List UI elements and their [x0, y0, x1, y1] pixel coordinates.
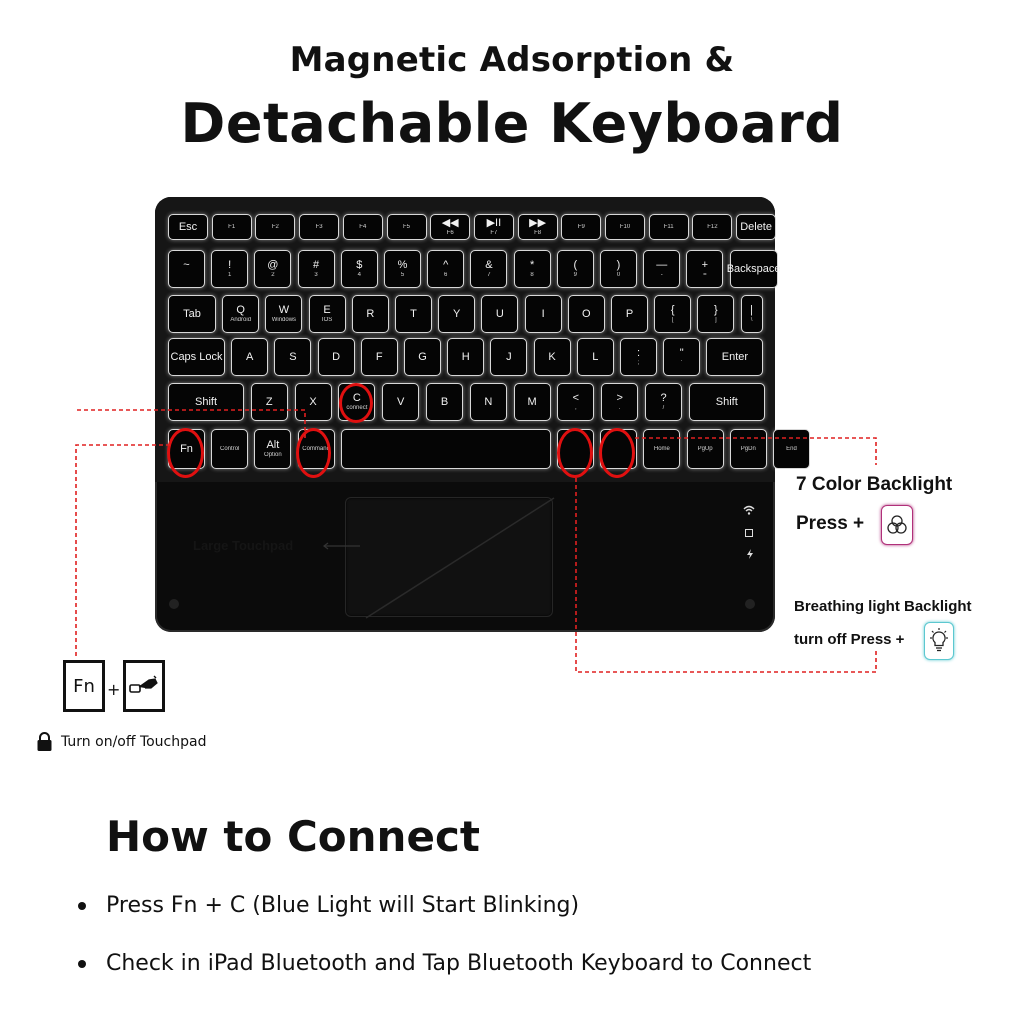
key-label: ^: [443, 259, 449, 272]
key-sublabel: 3: [314, 271, 318, 278]
key-label: +: [701, 259, 709, 272]
key-sublabel: 4: [357, 271, 361, 278]
key-sublabel: F5: [402, 223, 410, 230]
key-label: !: [228, 259, 232, 272]
key: [384, 250, 421, 288]
key-label: >: [616, 392, 623, 405]
key-sublabel: =: [703, 271, 707, 278]
key-label: &: [485, 259, 493, 272]
key-label: P: [625, 307, 634, 320]
key: [514, 250, 551, 288]
key: [352, 295, 389, 333]
key: [726, 250, 781, 288]
key-sublabel: -: [660, 271, 663, 278]
key: [654, 295, 691, 333]
key-label: %: [397, 259, 408, 272]
headline-line-1: Magnetic Adsorption &: [289, 40, 735, 80]
key: [427, 250, 464, 288]
key: [168, 383, 244, 421]
key: [168, 214, 208, 240]
key-sublabel: F7: [490, 229, 498, 236]
key-label: O: [582, 307, 591, 320]
key: [643, 250, 680, 288]
key: [645, 383, 682, 421]
key: [211, 250, 248, 288]
key-sublabel: F1: [228, 223, 236, 230]
key: [318, 338, 355, 376]
key: [231, 338, 268, 376]
key-label: F: [375, 350, 383, 363]
key-sublabel: 9: [573, 271, 577, 278]
key-label: M: [527, 395, 537, 408]
key: [426, 383, 463, 421]
touchpad: [345, 497, 553, 617]
touchpad-toggle-text: Turn on/off Touchpad: [61, 734, 207, 750]
key: [382, 383, 419, 421]
command-key-highlight: [296, 428, 331, 478]
key-sublabel: 6: [444, 271, 448, 278]
key: [395, 295, 432, 333]
color-key-highlight: [599, 428, 635, 478]
key-label: W: [278, 304, 290, 317]
charging-indicator-icon: [746, 549, 754, 562]
key-label: <: [572, 392, 580, 405]
key-sublabel: PgDn: [740, 445, 756, 452]
key-label: C: [352, 392, 361, 405]
key: [687, 429, 724, 469]
key: [212, 214, 252, 240]
key-sublabel: End: [786, 445, 797, 452]
lock-icon: [36, 732, 53, 752]
key-label: ): [616, 259, 621, 272]
key-label: G: [418, 350, 427, 363]
key: [404, 338, 441, 376]
touchpad-hand-icon: [123, 660, 165, 712]
key-label: —: [656, 259, 668, 272]
key: [518, 214, 558, 240]
key-sublabel: IOS: [321, 316, 333, 323]
key-label: A: [246, 350, 254, 363]
key-sublabel: F4: [359, 223, 367, 230]
key-label: Caps Lock: [170, 350, 223, 363]
key: [168, 338, 225, 376]
connect-step: [78, 951, 811, 976]
key-label: Alt: [266, 439, 280, 452]
color-circles-icon: [881, 505, 913, 545]
key-sublabel: ,: [575, 404, 577, 411]
key-label: (: [573, 259, 578, 272]
key-sublabel: F2: [271, 223, 279, 230]
key-label: T: [410, 307, 417, 320]
key: [620, 338, 657, 376]
key: [341, 250, 378, 288]
key: [663, 338, 700, 376]
fn-key-illustration: Fn: [63, 660, 105, 712]
key: [490, 338, 527, 376]
key: [557, 250, 594, 288]
color-backlight-title: 7 Color Backlight: [796, 474, 953, 495]
key: [557, 383, 594, 421]
key: [309, 295, 346, 333]
key: [692, 214, 732, 240]
key: [274, 338, 311, 376]
key-label: ?: [660, 392, 667, 405]
key-sublabel: ': [681, 359, 683, 366]
key-label: }: [714, 304, 718, 317]
bulb-key-highlight: [557, 428, 593, 478]
key: [643, 429, 680, 469]
key-label: #: [313, 259, 320, 272]
key-sublabel: F12: [707, 223, 718, 230]
connect-step-text: Press Fn + C (Blue Light will Start Blinking): [106, 893, 580, 918]
key-sublabel: Option: [264, 451, 282, 458]
breathing-light-press: turn off Press +: [794, 631, 905, 648]
key-sublabel: F10: [619, 223, 631, 230]
key-label: ▶▶: [529, 217, 547, 230]
key: [474, 214, 514, 240]
bullet: [78, 902, 86, 910]
key-label: Fn: [180, 442, 193, 455]
key-label: H: [461, 350, 470, 363]
key-label: ": [679, 347, 684, 360]
key: [470, 383, 507, 421]
key-label: Shift: [715, 395, 738, 408]
key-label: {: [670, 304, 675, 317]
key: [697, 295, 734, 333]
key-label: :: [636, 347, 641, 360]
key-sublabel: 1: [228, 271, 232, 278]
key: [481, 295, 518, 333]
key: [447, 338, 484, 376]
keyboard-foot: [169, 599, 179, 609]
key: [561, 214, 601, 240]
fn-key-highlight: [167, 428, 204, 478]
key-sublabel: PgUp: [697, 445, 713, 452]
key-label: N: [484, 395, 493, 408]
key: [706, 338, 763, 376]
key-sublabel: .: [618, 404, 621, 411]
key: [222, 295, 259, 333]
key-sublabel: F9: [577, 223, 585, 230]
key-label: ▶II: [486, 217, 502, 230]
key: [534, 338, 571, 376]
color-backlight-press: Press +: [796, 513, 865, 534]
key: [299, 214, 339, 240]
touchpad-toggle-row: [36, 732, 206, 752]
key: [438, 295, 475, 333]
key-label: ◀◀: [441, 217, 459, 230]
plus-sign: +: [107, 680, 121, 699]
key-label: J: [506, 350, 512, 363]
key: [295, 383, 332, 421]
key: [730, 429, 767, 469]
key: [254, 429, 291, 469]
key-label: E: [323, 304, 331, 317]
key-sublabel: Control: [220, 445, 240, 452]
key-label: Y: [453, 307, 461, 320]
key: [577, 338, 614, 376]
key-sublabel: ;: [637, 359, 640, 366]
key: [741, 295, 763, 333]
key-label: Esc: [178, 220, 198, 233]
key-label: K: [548, 350, 556, 363]
key-label: ~: [183, 259, 190, 272]
key-label: Delete: [740, 220, 772, 233]
key: [605, 214, 645, 240]
key: [736, 214, 776, 240]
key: [387, 214, 427, 240]
key-sublabel: 5: [400, 271, 405, 278]
key-label: V: [397, 395, 405, 408]
key: [611, 295, 648, 333]
key: [361, 338, 398, 376]
key-sublabel: 2: [271, 271, 275, 278]
key-label: I: [541, 307, 545, 320]
key: [168, 250, 205, 288]
key-label: Backspace: [726, 262, 781, 275]
caps-indicator-icon: [745, 529, 753, 540]
key-sublabel: connect: [346, 404, 368, 411]
key: [686, 250, 723, 288]
key-sublabel: Command: [302, 445, 330, 452]
key-label: $: [356, 259, 363, 272]
connect-step: [78, 893, 579, 918]
key: [430, 214, 470, 240]
key-sublabel: [: [671, 316, 674, 323]
key: [600, 250, 637, 288]
bullet: [78, 960, 86, 968]
keyboard-image: [155, 197, 797, 632]
breathing-light-title: Breathing light Backlight: [794, 598, 972, 615]
key-sublabel: Windows: [271, 316, 297, 323]
key-sublabel: 8: [530, 271, 534, 278]
headline-line-2: Detachable Keyboard: [180, 92, 844, 155]
key-label: *: [529, 259, 535, 272]
key-sublabel: F3: [315, 223, 323, 230]
key-sublabel: `: [185, 271, 188, 278]
key-label: Q: [236, 304, 245, 317]
key: [601, 383, 638, 421]
key-label: Shift: [194, 395, 217, 408]
key-label: @: [267, 259, 279, 272]
key: [298, 250, 335, 288]
key-label: Enter: [721, 350, 749, 363]
connect-step-text: Check in iPad Bluetooth and Tap Bluetooth Keyboard to Connect: [106, 951, 812, 976]
how-to-connect-title: How to Connect: [106, 812, 480, 861]
key-sublabel: 7: [487, 271, 491, 278]
key: [514, 383, 551, 421]
key: [470, 250, 507, 288]
key: [525, 295, 562, 333]
key: [265, 295, 302, 333]
key: [773, 429, 810, 469]
key: [689, 383, 765, 421]
key: [649, 214, 689, 240]
key-label: S: [289, 350, 297, 363]
key-label: L: [592, 350, 599, 363]
key-label: Z: [265, 395, 273, 408]
key-sublabel: /: [662, 404, 665, 411]
key-label: D: [332, 350, 341, 363]
key-label: Tab: [183, 307, 201, 320]
key-sublabel: F6: [446, 229, 454, 236]
key-label: |: [750, 304, 754, 317]
key-label: B: [440, 395, 449, 408]
wifi-indicator-icon: [743, 505, 755, 518]
keyboard-foot: [745, 599, 755, 609]
c-key-highlight: [339, 383, 373, 423]
key-sublabel: ]: [715, 316, 717, 323]
key-sublabel: 0: [616, 271, 621, 278]
key-sublabel: \: [750, 316, 753, 323]
touchpad-reflection: [346, 498, 554, 618]
key: [343, 214, 383, 240]
lightbulb-icon: [924, 622, 954, 660]
key: [254, 250, 291, 288]
key: [341, 429, 551, 469]
key-sublabel: Android: [230, 316, 252, 323]
key-label: U: [495, 307, 504, 320]
key: [211, 429, 248, 469]
key: [568, 295, 605, 333]
key-sublabel: F11: [663, 223, 674, 230]
key-label: R: [366, 307, 375, 320]
key-sublabel: Home: [653, 445, 670, 452]
key: [168, 295, 216, 333]
key: [251, 383, 288, 421]
key-label: X: [309, 395, 317, 408]
touchpad-label: Large Touchpad: [193, 538, 294, 553]
key: [255, 214, 295, 240]
key-sublabel: F8: [534, 229, 542, 236]
